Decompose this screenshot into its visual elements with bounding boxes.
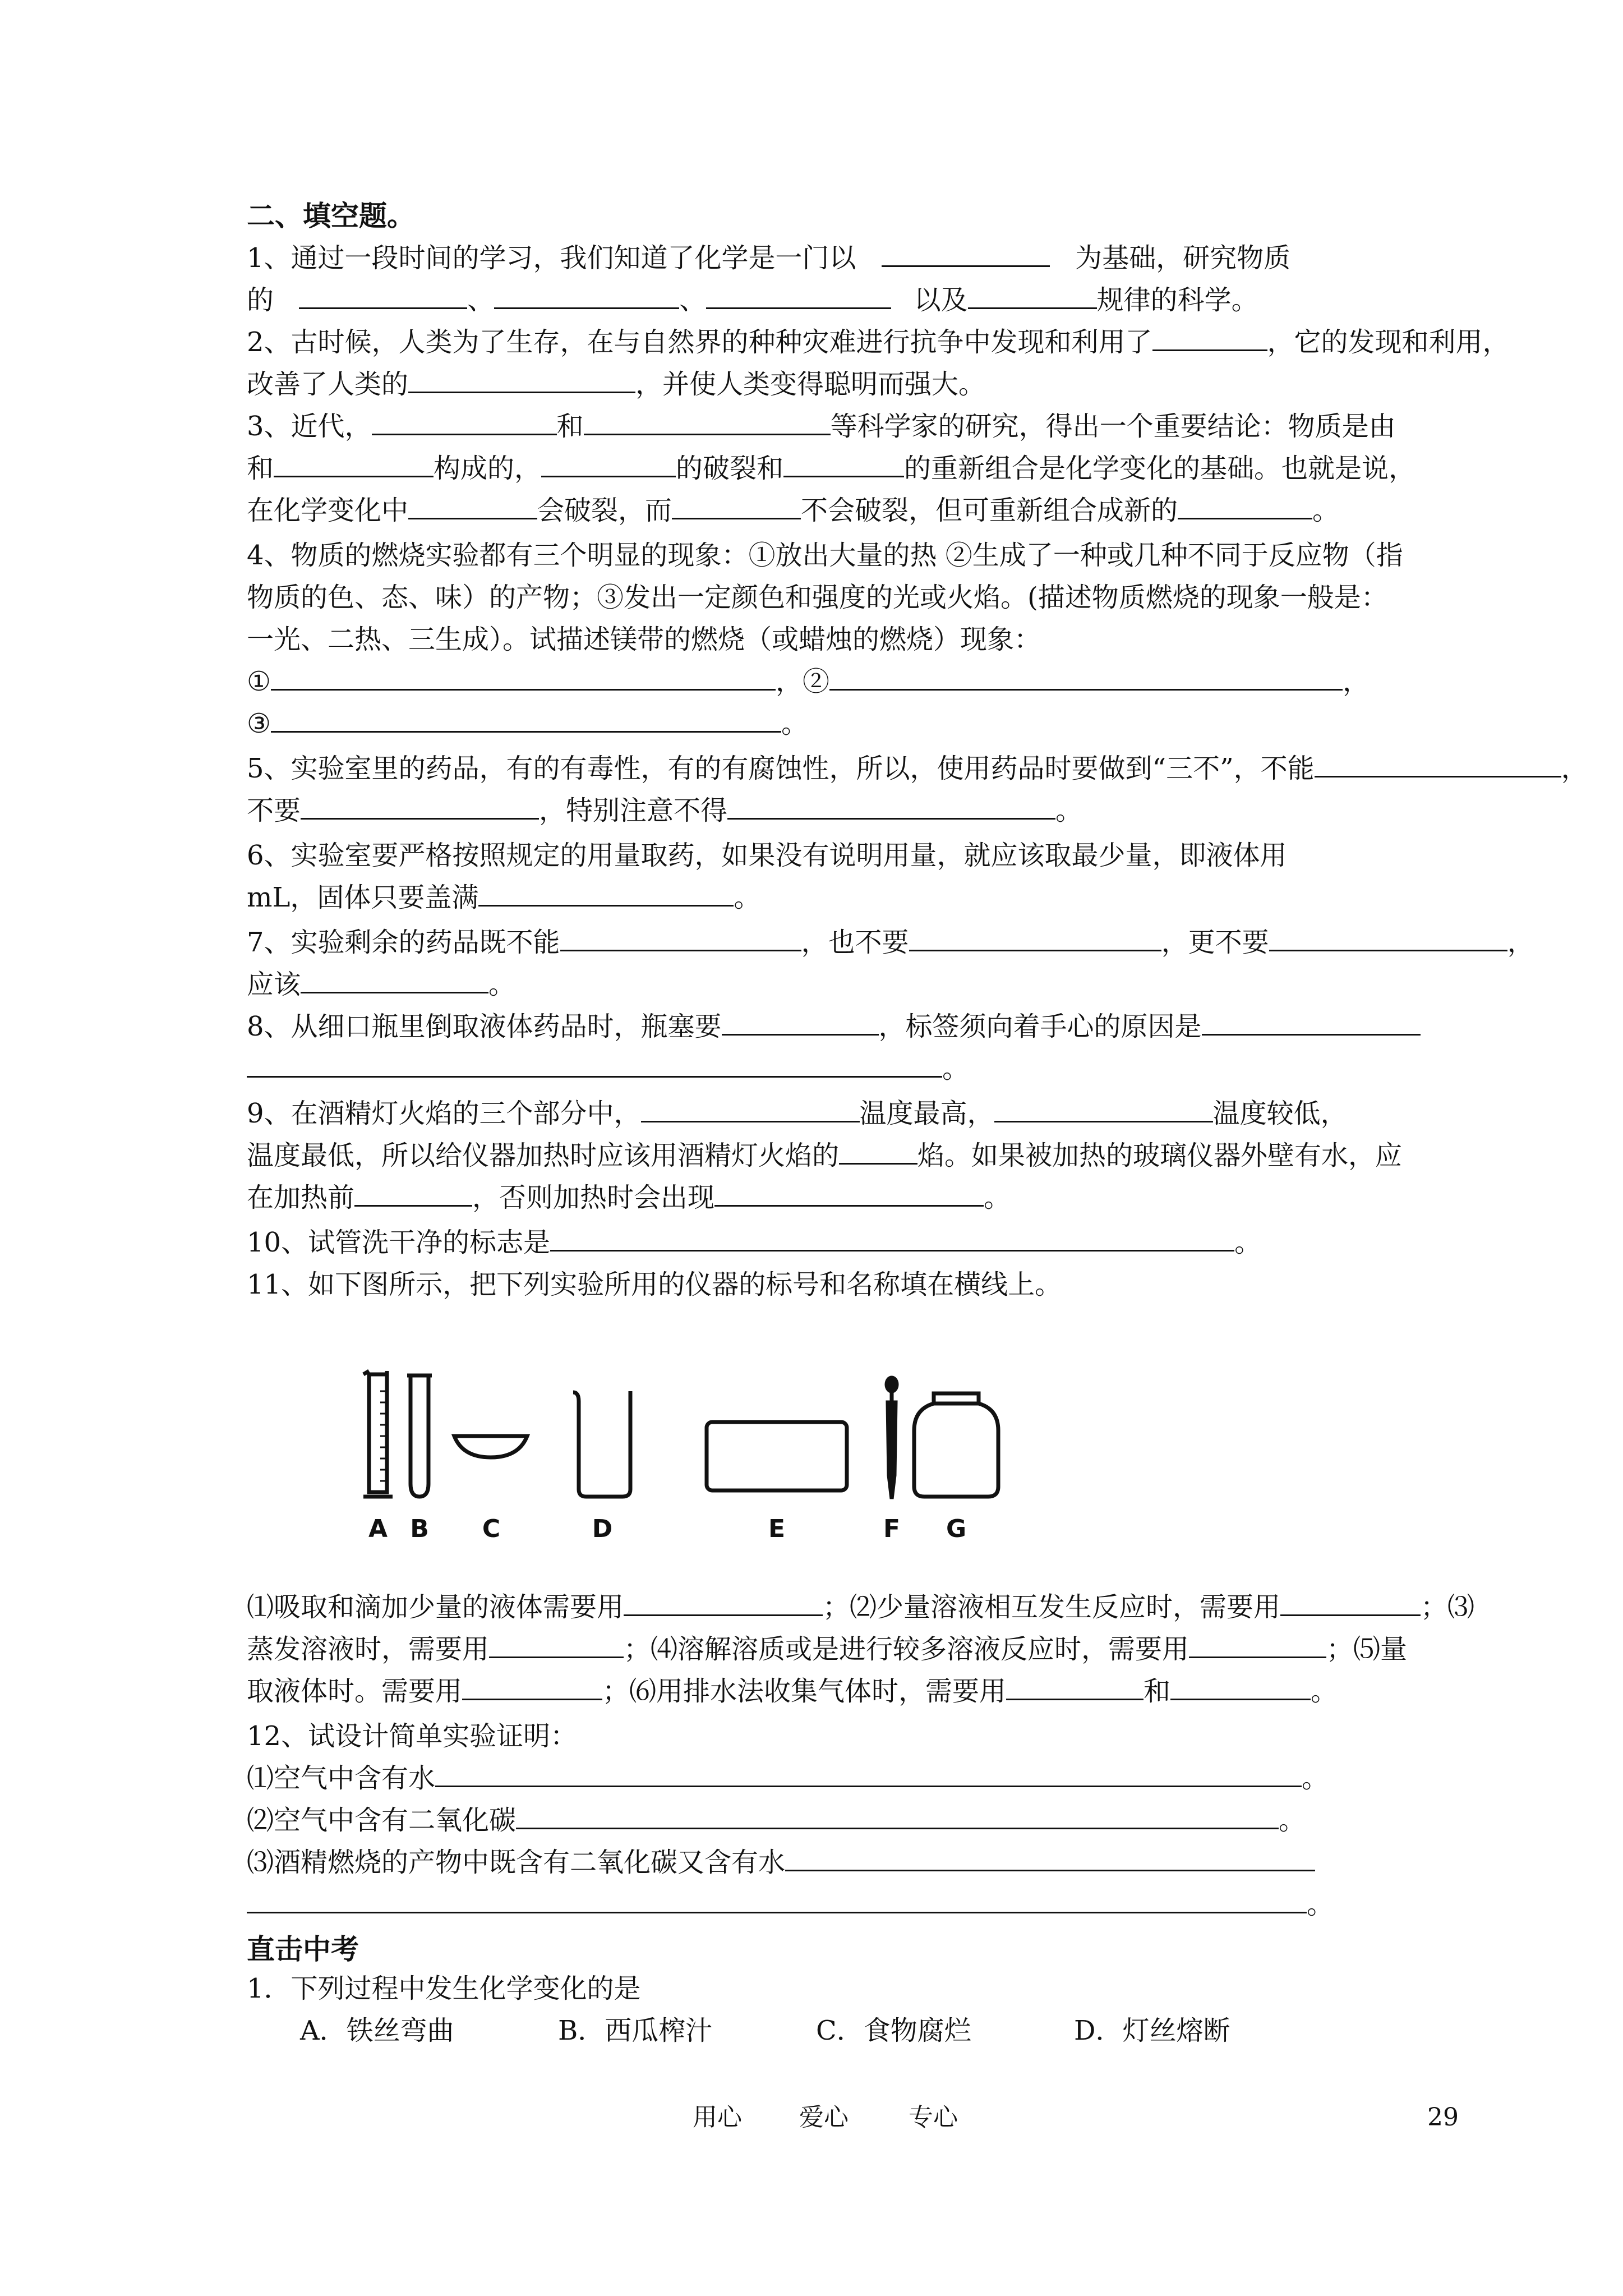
q3-blank-5[interactable] xyxy=(783,449,904,477)
q2-line-1: 2、古时候，人类为了生存，在与自然界的种种灾难进行抗争中发现和利用了 ，它的发现和利用， xyxy=(247,323,1604,362)
q6-blank-1[interactable] xyxy=(478,878,734,907)
zk-question-1: 1．下列过程中发生化学变化的是 xyxy=(247,1973,641,2004)
zk-title: 直击中考 xyxy=(247,1932,359,1966)
q4-line-5: ③ 。 xyxy=(247,704,1604,743)
page-number: 29 xyxy=(1427,2103,1459,2132)
q1-blank-2[interactable] xyxy=(299,280,467,309)
footer-text-1: 用心 xyxy=(693,2103,742,2132)
q8-blank-2[interactable] xyxy=(1202,1007,1421,1036)
q1-line-1 xyxy=(247,238,1604,278)
q10-blank[interactable] xyxy=(550,1223,1234,1251)
q3-line-1: 3、近代， 和 等科学家的研究，得出一个重要结论：物质是由 xyxy=(247,407,1604,446)
q11-blank-2[interactable] xyxy=(1280,1588,1421,1616)
q8-blank-3[interactable] xyxy=(247,1049,942,1078)
q11-line-1: ⑴吸取和滴加少量的液体需要用 ；⑵少量溶液相互发生反应时，需要用 ；⑶ xyxy=(247,1588,1604,1627)
q4-line-4: ① ，② ， xyxy=(247,662,1604,701)
q5-blank-3[interactable] xyxy=(727,791,1055,820)
label-E: E xyxy=(768,1515,786,1543)
q7-blank-3[interactable] xyxy=(1269,923,1507,951)
test-tube-icon xyxy=(407,1375,432,1497)
q12-line-4: 。 xyxy=(247,1885,1604,1924)
q11-blank-3[interactable] xyxy=(489,1630,624,1658)
q10-line: 10、试管洗干净的标志是 。 xyxy=(247,1223,1604,1262)
q4-line-3: 一光、二热、三生成）。试描述镁带的燃烧（或蜡烛的燃烧）现象： xyxy=(247,624,1041,655)
q11-blank-5[interactable] xyxy=(462,1672,602,1700)
q6-line-1: 6、实验室要严格按照规定的用量取药，如果没有说明用量，就应该取最少量，即液体用 xyxy=(247,840,1287,871)
q7-blank-4[interactable] xyxy=(301,965,488,993)
q6-line-2: mL，固体只要盖满 。 xyxy=(247,878,1604,917)
q5-line-1: 5、实验室里的药品，有的有毒性，有的有腐蚀性，所以，使用药品时要做到“三不”，不能 ， xyxy=(247,749,1604,788)
q3-blank-8[interactable] xyxy=(1178,491,1312,519)
label-B: B xyxy=(410,1515,429,1543)
q4-line-1: 4、物质的燃烧实验都有三个明显的现象：①放出大量的热 ②生成了一种或几种不同于反应物（指 xyxy=(247,540,1403,571)
q11-blank-7[interactable] xyxy=(1170,1672,1311,1700)
q11-intro: 11、如下图所示，把下列实验所用的仪器的标号和名称填在横线上。 xyxy=(247,1269,1062,1300)
q3-line-2: 和 构成的， 的破裂和 的重新组合是化学变化的基础。也就是说， xyxy=(247,449,1604,488)
q4-blank-3[interactable] xyxy=(271,704,781,733)
dropper-icon xyxy=(887,1378,897,1499)
q1-blank-5[interactable] xyxy=(968,280,1097,309)
q9-line-2: 温度最低，所以给仪器加热时应该用酒精灯火焰的 焰。如果被加热的玻璃仪器外壁有水，应 xyxy=(247,1136,1604,1175)
q8-blank-1[interactable] xyxy=(722,1007,879,1036)
q2-line-2: 改善了人类的 ，并使人类变得聪明而强大。 xyxy=(247,365,1604,404)
zk-options xyxy=(300,2011,1332,2050)
apparatus-figure xyxy=(359,1369,1155,1554)
q1-blank-1[interactable] xyxy=(882,238,1050,267)
label-C: C xyxy=(482,1515,501,1543)
q9-blank-3[interactable] xyxy=(839,1136,917,1165)
q12-blank-3[interactable] xyxy=(785,1843,1315,1871)
q3-blank-3[interactable] xyxy=(274,449,434,477)
q5-blank-1[interactable] xyxy=(1315,749,1561,777)
q9-blank-4[interactable] xyxy=(354,1178,472,1207)
q12-blank-4[interactable] xyxy=(247,1885,1307,1913)
q11-line-2: 蒸发溶液时，需要用 ；⑷溶解溶质或是进行较多溶液反应时，需要用 ；⑸量 xyxy=(247,1630,1604,1669)
q1-text-2: 为基础，研究物质 xyxy=(1075,242,1291,274)
q3-blank-2[interactable] xyxy=(584,407,831,435)
q7-line-1: 7、实验剩余的药品既不能 ，也不要 ，更不要 ， xyxy=(247,923,1604,962)
q3-blank-1[interactable] xyxy=(372,407,557,435)
trough-icon xyxy=(707,1422,847,1490)
q3-blank-6[interactable] xyxy=(408,491,537,519)
label-F: F xyxy=(883,1515,901,1543)
q11-blank-4[interactable] xyxy=(1189,1630,1326,1658)
q7-blank-2[interactable] xyxy=(909,923,1161,951)
q3-blank-4[interactable] xyxy=(541,449,676,477)
q12-blank-1[interactable] xyxy=(435,1759,1302,1787)
evaporating-dish-icon xyxy=(454,1436,527,1457)
q4-blank-2[interactable] xyxy=(829,662,1343,691)
q8-line-1: 8、从细口瓶里倒取液体药品时，瓶塞要 ，标签须向着手心的原因是 xyxy=(247,1007,1604,1046)
q12-intro: 12、试设计简单实验证明： xyxy=(247,1720,578,1752)
q11-blank-6[interactable] xyxy=(1006,1672,1144,1700)
q1-line-2: 的 、 、 以及 规律的科学。 xyxy=(247,280,1604,320)
q12-line-3: ⑶酒精燃烧的产物中既含有二氧化碳又含有水 xyxy=(247,1843,1604,1882)
q3-blank-7[interactable] xyxy=(672,491,801,519)
section-title: 二、填空题。 xyxy=(247,199,415,232)
option-d[interactable]: D．灯丝熔断 xyxy=(1074,2015,1230,2046)
label-G: G xyxy=(946,1515,967,1543)
label-A: A xyxy=(368,1515,388,1543)
q8-line-2: 。 xyxy=(247,1049,1604,1088)
q4-blank-1[interactable] xyxy=(271,662,776,691)
gas-jar-icon xyxy=(914,1393,998,1497)
q7-line-2: 应该 。 xyxy=(247,965,1604,1004)
q12-line-1: ⑴空气中含有水 。 xyxy=(247,1759,1604,1798)
q3-line-3: 在化学变化中 会破裂，而 不会破裂，但可重新组合成新的 。 xyxy=(247,491,1604,530)
q12-line-2: ⑵空气中含有二氧化碳 。 xyxy=(247,1801,1604,1840)
q12-blank-2[interactable] xyxy=(516,1801,1279,1829)
beaker-icon xyxy=(573,1391,630,1497)
q9-blank-5[interactable] xyxy=(714,1178,984,1207)
q1-blank-3[interactable] xyxy=(494,280,679,309)
q1-blank-4[interactable] xyxy=(706,280,891,309)
option-a[interactable]: A．铁丝弯曲 xyxy=(300,2015,454,2046)
footer-text-3: 专心 xyxy=(909,2103,958,2132)
q9-line-1: 9、在酒精灯火焰的三个部分中， 温度最高， 温度较低， xyxy=(247,1094,1604,1133)
q11-line-3: 取液体时。需要用 ；⑹用排水法收集气体时，需要用 和 。 xyxy=(247,1672,1604,1711)
q5-blank-2[interactable] xyxy=(301,791,539,820)
q2-blank-1[interactable] xyxy=(1152,323,1267,351)
option-c[interactable]: C．食物腐烂 xyxy=(816,2015,971,2046)
q4-line-2: 物质的色、态、味）的产物；③发出一定颜色和强度的光或火焰。(描述物质燃烧的现象一般是： xyxy=(247,582,1388,613)
q9-line-3: 在加热前 ，否则加热时会出现 。 xyxy=(247,1178,1604,1217)
q9-blank-1[interactable] xyxy=(641,1094,860,1122)
q11-blank-1[interactable] xyxy=(624,1588,823,1616)
q2-blank-2[interactable] xyxy=(408,365,635,393)
q5-line-2: 不要 ，特别注意不得 。 xyxy=(247,791,1604,830)
q9-blank-2[interactable] xyxy=(994,1094,1213,1122)
q7-blank-1[interactable] xyxy=(560,923,801,951)
footer-text-2: 爱心 xyxy=(799,2103,849,2132)
q1-text-3: 的 xyxy=(247,284,274,316)
label-D: D xyxy=(592,1515,613,1543)
q1-text-1: 1、通过一段时间的学习，我们知道了化学是一门以 xyxy=(247,242,856,274)
option-b[interactable]: B．西瓜榨汁 xyxy=(558,2015,713,2046)
graduated-cylinder-icon xyxy=(363,1371,393,1497)
